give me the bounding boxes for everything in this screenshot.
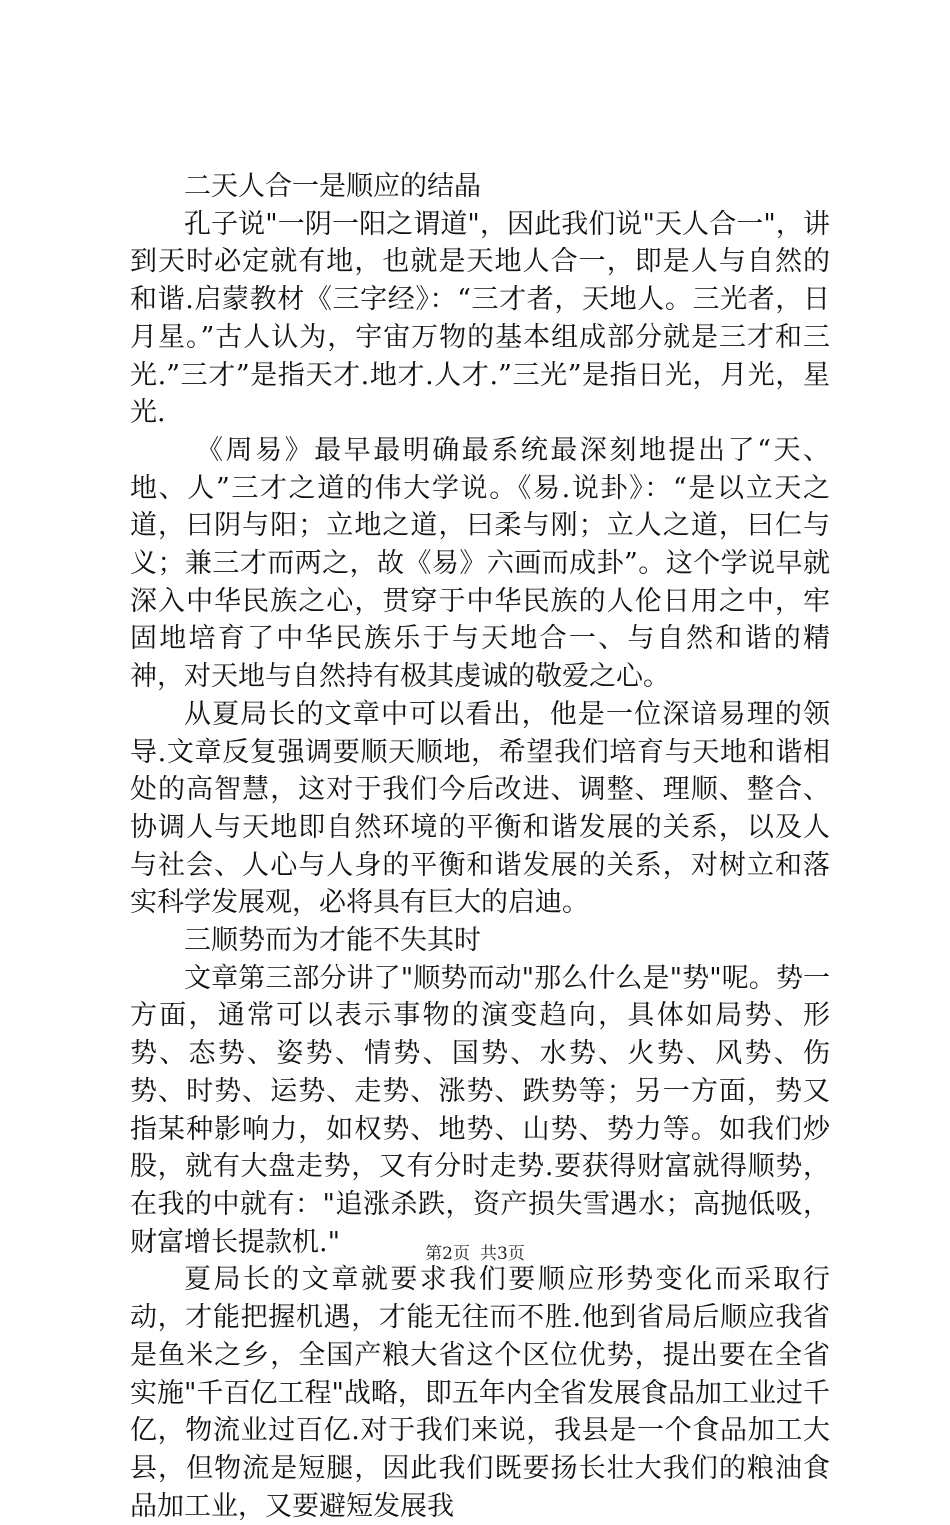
paragraph-adapt-trends: 夏局长的文章就要求我们要顺应形势变化而采取行动，才能把握机遇，才能无往而不胜.他到省局后顺应我省是鱼米之乡，全国产粮大省这个区位优势，提出要在全省实施"千百亿工程"战略，即五年内全省发展食品加工业过千亿，物流业过百亿.对于我们来说，我县是一个食品加工大县，但物流是短腿，因此我们既要扬长壮大我们的粮油食品加工业，又要避短发展我: [130, 1264, 830, 1522]
paragraph-momentum: 文章第三部分讲了"顺势而动"那么什么是"势"呢。势一方面，通常可以表示事物的演变趋向，具体如局势、形势、态势、姿势、情势、国势、水势、火势、风势、伤势、时势、运势、走势、涨势、跌势等；另一方面，势又指某种影响力，如权势、地势、山势、势力等。如我们炒股，就有大盘走势，又有分时走势.要获得财富就得顺势，在我的中就有："追涨杀跌，资产损失雪遇水；高抛低吸，财富增长提款机.": [130, 962, 830, 1258]
page-total: 共3页: [480, 1244, 525, 1264]
paragraph-confucius: 孔子说"一阴一阳之谓道"，因此我们说"天人合一"，讲到天时必定就有地，也就是天地人合一，即是人与自然的和谐.启蒙教材《三字经》：“三才者，天地人。三光者，日月星。”古人认为，宇宙万物的基本组成部分就是三才和三光.”三才”是指天才.地才.人才.”三光”是指日光，月光，星光.: [130, 208, 830, 429]
paragraph-zhouyi: 《周易》最早最明确最系统最深刻地提出了“天、地、人”三才之道的伟大学说。《易.说卦》：“是以立天之道，曰阴与阳；立地之道，曰柔与刚；立人之道，曰仁与义；兼三才而两之，故《易》六画而成卦”。这个学说早就深入中华民族之心，贯穿于中华民族的人伦日用之中，牢固地培育了中华民族乐于与天地合一、与自然和谐的精神，对天地与自然持有极其虔诚的敬爱之心。: [130, 434, 830, 693]
document-body: [130, 168, 830, 1525]
section-heading-2: 二天人合一是顺应的结晶: [184, 171, 481, 202]
page-footer: [0, 1243, 950, 1265]
paragraph-director-article: 从夏局长的文章中可以看出，他是一位深谙易理的领导.文章反复强调要顺天顺地，希望我们培育与天地和谐相处的高智慧，这对于我们今后改进、调整、理顺、整合、协调人与天地即自然环境的平衡和谐发展的关系，以及人与社会、人心与人身的平衡和谐发展的关系，对树立和落实科学发展观，必将具有巨大的启迪。: [130, 698, 830, 919]
section-heading-3: 三顺势而为才能不失其时: [184, 925, 481, 957]
page-number: 第2页: [425, 1244, 470, 1264]
